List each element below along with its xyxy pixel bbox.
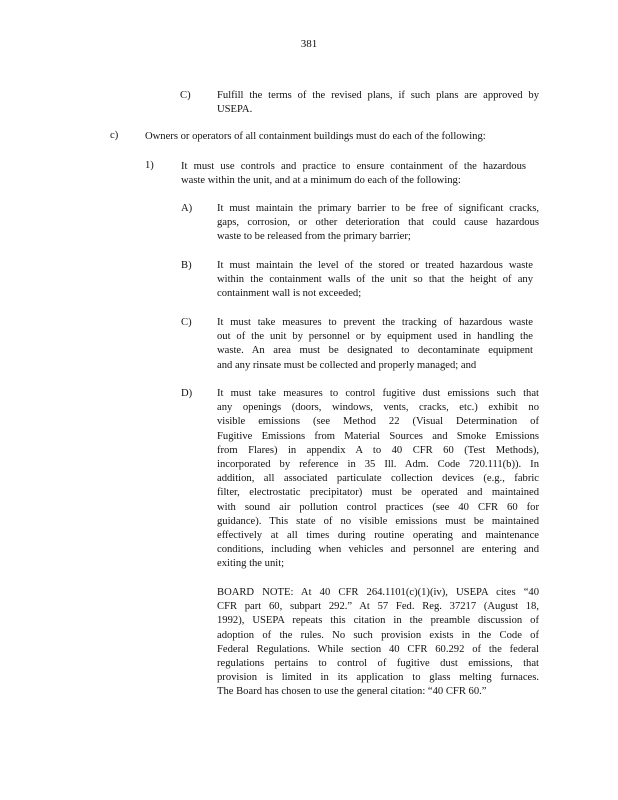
text-line: Federal Regulations. While section 40 CFR 60.292 of the federal xyxy=(217,643,539,655)
text-line: It must maintain the level of the stored or treated hazardous waste xyxy=(217,260,533,271)
item-text xyxy=(217,259,533,302)
text-line: CFR part 60, subpart 292.” At 57 Fed. Reg. 37217 (August 18, xyxy=(217,601,539,613)
item-text: Owners or operators of all containment buildings must do each of the following: xyxy=(145,131,486,142)
item-text xyxy=(217,316,533,373)
text-line: It must take measures to control fugitive dust emissions such that xyxy=(217,388,539,399)
text-line: filter, electrostatic precipitator) must be operated and maintained xyxy=(217,487,539,499)
item-label: c) xyxy=(110,130,119,141)
text-line: with sound air pollution control practices (see 40 CFR 60 for xyxy=(217,501,539,513)
text-line: The Board has chosen to use the general citation: “40 CFR 60.” xyxy=(217,686,487,698)
text-line: any openings (doors, windows, vents, cracks, etc.) exhibit no xyxy=(217,402,539,414)
item-text xyxy=(217,387,539,572)
text-line: It must use controls and practice to ensure containment of the hazardous xyxy=(181,161,526,172)
item-text xyxy=(181,160,526,188)
text-line: It must take measures to prevent the tracking of hazardous waste xyxy=(217,317,533,328)
item-text xyxy=(217,89,539,117)
text-line: waste within the unit, and at a minimum do each of the following: xyxy=(181,175,461,187)
text-line: containment wall is not exceeded; xyxy=(217,288,362,300)
text-line: waste. An area must be designated to decontaminate equipment xyxy=(217,345,533,357)
text-line: from Flares) in appendix A to 40 CFR 60 (Test Methods), xyxy=(217,444,539,456)
text-line: effectively at all times during routine operating and maintenance xyxy=(217,530,539,542)
text-line: BOARD NOTE: At 40 CFR 264.1101(c)(1)(iv), USEPA cites “40 xyxy=(217,587,539,598)
text-line: 1992), USEPA repeats this citation in the preamble discussion of xyxy=(217,615,539,627)
board-note-text xyxy=(217,586,539,700)
item-label: B) xyxy=(181,260,192,271)
text-line: guidance). This state of no visible emissions must be maintained xyxy=(217,515,539,527)
text-line: gaps, corrosion, or other deterioration that could cause hazardous xyxy=(217,217,539,229)
item-label: A) xyxy=(181,203,193,214)
page-number: 381 xyxy=(300,38,318,50)
text-line: exiting the unit; xyxy=(217,558,285,570)
text-line: visible emissions (see Method 22 (Visual Determination of xyxy=(217,416,539,428)
text-line: Fugitive Emissions from Material Sources and Smoke Emissions xyxy=(217,430,539,442)
text-line: Fulfill the terms of the revised plans, if such plans are approved by xyxy=(217,90,539,101)
item-label: C) xyxy=(181,317,192,328)
item-label: C) xyxy=(180,90,191,101)
text-line: incorporated by reference in 35 Ill. Adm. Code 720.111(b)). In xyxy=(217,459,539,471)
text-line: out of the unit by personnel or by equipment used in handling the xyxy=(217,331,533,343)
text-line: provision is limited in its application to glass melting furnaces. xyxy=(217,672,539,684)
text-line: and any rinsate must be collected and properly managed; and xyxy=(217,359,477,371)
text-line: adoption of the rules. No such provision exists in the Code of xyxy=(217,629,539,641)
text-line: waste to be released from the primary barrier; xyxy=(217,231,411,243)
item-label: D) xyxy=(181,388,193,399)
text-line: within the containment walls of the unit so that the height of any xyxy=(217,274,533,286)
text-line: conditions, including when vehicles and personnel are entering and xyxy=(217,544,539,556)
text-line: USEPA. xyxy=(217,104,253,116)
text-line: It must maintain the primary barrier to be free of significant cracks, xyxy=(217,203,539,214)
text-line: regulations pertains to control of fugitive dust emissions, that xyxy=(217,658,539,670)
text-line: addition, all associated particulate collection devices (e.g., fabric xyxy=(217,473,539,485)
item-text xyxy=(217,202,539,245)
item-label: 1) xyxy=(145,160,154,171)
